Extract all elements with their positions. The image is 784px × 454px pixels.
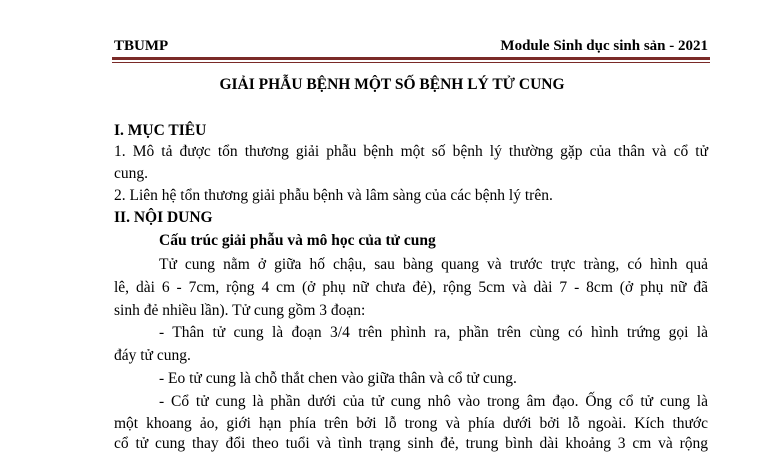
document-title: GIẢI PHẪU BỆNH MỘT SỐ BỆNH LÝ TỬ CUNG: [219, 76, 565, 93]
content-line-1: Tử cung nằm ở giữa hố chậu, sau bàng quang và trước trực tràng, có hình quả: [159, 256, 708, 273]
section-heading-objectives: I. MỤC TIÊU: [114, 122, 207, 139]
page-header: [114, 38, 708, 56]
content-line-8: một khoang ảo, giới hạn phía trên bởi lỗ trong và phía dưới bởi lỗ ngoài. Kích thước: [114, 415, 708, 432]
content-line-7: - Cổ tử cung là phần dưới của tử cung nhô vào trong âm đạo. Ống cổ tử cung là: [159, 393, 708, 410]
header-rule-thick: [112, 57, 710, 60]
section-heading-content: II. NỘI DUNG: [114, 209, 213, 226]
header-rule-thin: [112, 62, 710, 63]
objective-line-3: 2. Liên hệ tổn thương giải phẫu bệnh và lâm sàng của các bệnh lý trên.: [114, 187, 553, 204]
content-line-3: sinh đẻ nhiều lần). Tử cung gồm 3 đoạn:: [114, 302, 366, 319]
objective-line-1: 1. Mô tả được tổn thương giải phẫu bệnh một số bệnh lý thường gặp của thân và cổ tử: [114, 143, 708, 160]
content-line-4: - Thân tử cung là đoạn 3/4 trên phình ra, phần trên cùng có hình trứng gọi là: [159, 324, 708, 341]
subheading-anatomy: Cấu trúc giải phẫu và mô học của tử cung: [159, 232, 436, 249]
objective-line-2: cung.: [114, 165, 149, 182]
content-line-6: - Eo tử cung là chỗ thắt chen vào giữa thân và cổ tử cung.: [159, 370, 517, 387]
content-line-5: đáy tử cung.: [114, 347, 191, 364]
content-line-2: lê, dài 6 - 7cm, rộng 4 cm (ở phụ nữ chưa đẻ), rộng 5cm và dài 7 - 8cm (ở phụ nữ đã: [114, 279, 708, 296]
header-left-text: TBUMP: [114, 38, 169, 54]
content-line-9: cổ tử cung thay đổi theo tuổi và tình trạng sinh đẻ, trung bình dài khoảng 3 cm và rộng: [114, 435, 708, 452]
header-right-text: Module Sinh dục sinh sản - 2021: [500, 38, 708, 54]
